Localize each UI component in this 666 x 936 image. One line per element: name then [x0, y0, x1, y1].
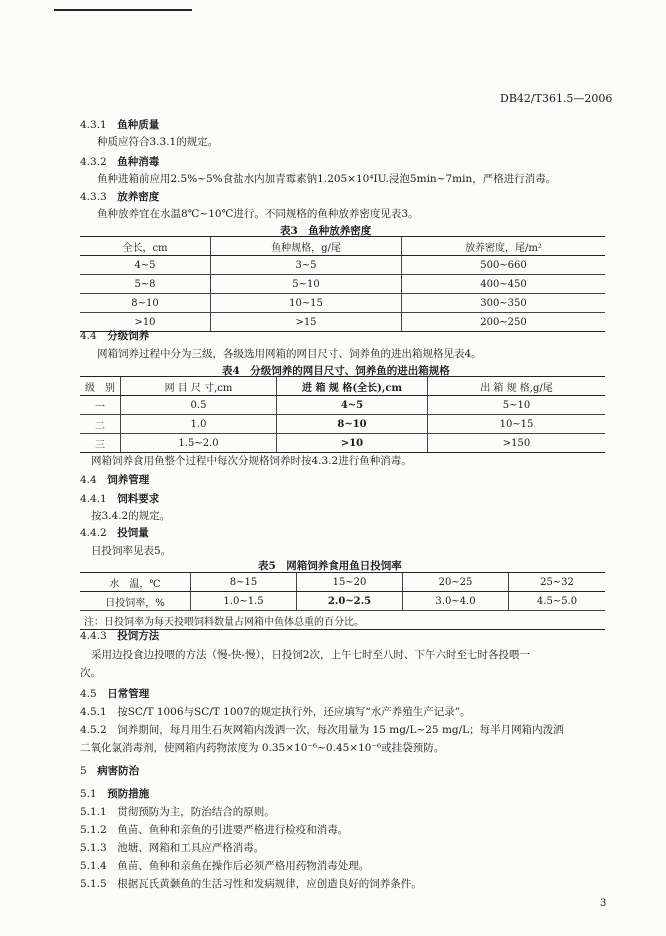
para-4-4: 网箱饲养过程中分为三级，各级选用网箱的网目尺寸、饲养鱼的进出箱规格见表4。	[97, 348, 482, 360]
table-row	[80, 396, 605, 415]
table3-cell: >15	[211, 313, 402, 332]
para-4-4-3-line2: 次。	[80, 667, 101, 679]
section-number: 4.5	[80, 688, 97, 700]
table4-cell: 1.0	[121, 415, 277, 434]
table3	[80, 236, 605, 332]
section-title: 病害防治	[97, 765, 140, 777]
clause-text: 根据瓦氏黄颡鱼的生活习性和发病规律，应创造良好的饲养条件。	[117, 878, 422, 890]
table3-cell: 300~350	[402, 294, 606, 313]
section-number: 4.5.1	[80, 706, 107, 718]
table-row	[80, 275, 605, 294]
table5	[80, 572, 605, 630]
table4-cell: 0.5	[121, 396, 277, 415]
table4-header: 级 别	[80, 377, 121, 396]
table-row	[80, 611, 605, 630]
heading-4-4-1	[80, 491, 159, 506]
heading-5	[80, 763, 139, 778]
para-4-3-1: 种质应符合3.3.1的规定。	[97, 136, 219, 148]
section-number: 4.4	[80, 330, 97, 342]
table4-cell: 一	[80, 396, 121, 415]
section-title: 投饲方法	[117, 630, 160, 642]
section-title: 鱼种消毒	[117, 156, 160, 168]
table4-header: 出 箱 规 格,g/尾	[428, 377, 606, 396]
section-title: 预防措施	[107, 788, 150, 800]
para-4-3-3: 鱼种放养宜在水温8℃~10℃进行。不同规格的鱼种放养密度见表3。	[97, 208, 419, 220]
heading-5-1	[80, 786, 149, 801]
table-row	[80, 313, 605, 332]
section-number: 5.1.2	[80, 824, 107, 836]
heading-4-3-2	[80, 154, 159, 169]
clause-text: 按SC/T 1006与SC/T 1007的规定执行外，还应填写“水产养殖生产记录”。	[117, 706, 471, 718]
clause-text: 池塘、网箱和工具应严格消毒。	[117, 842, 265, 854]
list-item	[80, 804, 275, 819]
list-item	[80, 876, 422, 891]
table4	[80, 376, 605, 453]
section-number: 4.4.1	[80, 493, 107, 505]
section-title: 饲养管理	[107, 474, 150, 486]
header-rule	[54, 9, 192, 11]
table5-cell: 8~15	[191, 573, 297, 592]
para-4-4-3-line1: 采用边投食边投喂的方法（慢-快-慢），日投饲2次，上午七时至八时、下午六时至七时各投喂一	[91, 649, 531, 661]
table5-row-label: 水 温，℃	[80, 573, 191, 592]
table4-cell: 1.5~2.0	[121, 434, 277, 453]
heading-4-4-feeding	[80, 472, 149, 487]
table4-cell: 10~15	[428, 415, 606, 434]
section-number: 4.4	[80, 474, 97, 486]
table-row	[80, 256, 605, 275]
table-row	[80, 294, 605, 313]
table4-cell: 8~10	[277, 415, 428, 434]
table3-cell: 3~5	[211, 256, 402, 275]
table3-cell: 4~5	[80, 256, 211, 275]
table3-cell: 5~8	[80, 275, 211, 294]
table3-cell: 5~10	[211, 275, 402, 294]
heading-4-3-3	[80, 189, 159, 204]
section-number: 4.4.2	[80, 527, 107, 539]
section-title: 饲料要求	[117, 493, 160, 505]
table4-cell: >150	[428, 434, 606, 453]
para-4-4-2: 日投饲率见表5。	[91, 545, 172, 557]
section-title: 放养密度	[117, 191, 160, 203]
table5-cell: 1.0~1.5	[191, 592, 297, 611]
table3-cell: >10	[80, 313, 211, 332]
table3-header: 放养密度，尾/m²	[402, 237, 606, 256]
table5-cell: 2.0~2.5	[297, 592, 403, 611]
heading-4-4-2	[80, 525, 149, 540]
table4-header: 进 箱 规 格(全长),cm	[277, 377, 428, 396]
table3-cell: 8~10	[80, 294, 211, 313]
heading-4-3-1	[80, 117, 159, 132]
table5-cell: 25~32	[509, 573, 606, 592]
section-number: 5.1.3	[80, 842, 107, 854]
list-item	[80, 822, 348, 837]
page-number: 3	[600, 898, 607, 909]
heading-4-5	[80, 686, 149, 701]
para-4-5-1	[80, 704, 471, 719]
table5-caption: 表5 网箱饲养食用鱼日投饲率	[258, 560, 402, 572]
table3-cell: 500~660	[402, 256, 606, 275]
section-title: 日常管理	[107, 688, 150, 700]
section-number: 5.1.5	[80, 878, 107, 890]
standard-code: DB42/T361.5—2006	[500, 92, 613, 105]
table-row	[80, 415, 605, 434]
table4-cell: 三	[80, 434, 121, 453]
section-number: 4.3.1	[80, 119, 107, 131]
table-row	[80, 434, 605, 453]
table5-cell: 15~20	[297, 573, 403, 592]
table4-cell: >10	[277, 434, 428, 453]
table4-caption: 表4 分级饲养的网目尺寸、饲养鱼的进出箱规格	[222, 365, 450, 377]
section-number: 5.1.4	[80, 860, 107, 872]
table3-caption: 表3 鱼种放养密度	[280, 225, 372, 237]
table5-note: 注：日投饲率为每天投喂饲料数量占网箱中鱼体总重的百分比。	[80, 611, 605, 630]
para-4-4-1: 按3.4.2的规定。	[91, 510, 171, 522]
table4-cell: 4~5	[277, 396, 428, 415]
clause-text: 饲养期间，每月用生石灰网箱内泼洒一次，每次用量为 15 mg/L~25 mg/L；每半月网箱内泼洒	[117, 724, 564, 736]
section-title: 鱼种质量	[117, 119, 160, 131]
para-4-3-2: 鱼种进箱前应用2.5%~5%食盐水内加青霉素钠1.205×10⁴IU.浸泡5min~7min，严格进行消毒。	[97, 173, 557, 185]
list-item	[80, 840, 264, 855]
table3-cell: 10~15	[211, 294, 402, 313]
clause-text: 鱼苗、鱼种和亲鱼的引进要严格进行检疫和消毒。	[117, 824, 349, 836]
table3-cell: 400~450	[402, 275, 606, 294]
table4-cell: 二	[80, 415, 121, 434]
para-4-5-2-line1	[80, 722, 564, 737]
table5-row-label: 日投饲率，%	[80, 592, 191, 611]
section-number: 4.4.3	[80, 630, 107, 642]
table-row	[80, 592, 605, 611]
heading-4-4	[80, 328, 149, 343]
para-4-5-2-line2: 二氧化氯消毒剂，使网箱内药物浓度为 0.35×10⁻⁶~0.45×10⁻⁶或挂袋预防。	[80, 742, 445, 754]
section-number: 5	[80, 765, 87, 777]
table4-cell: 5~10	[428, 396, 606, 415]
clause-text: 鱼苗、鱼种和亲鱼在操作后必须严格用药物消毒处理。	[117, 860, 370, 872]
table4-header: 网 目 尺 寸,cm	[121, 377, 277, 396]
table5-cell: 3.0~4.0	[403, 592, 509, 611]
section-number: 4.5.2	[80, 724, 107, 736]
section-title: 分级饲养	[107, 330, 150, 342]
table3-header: 全长，cm	[80, 237, 211, 256]
clause-text: 贯彻预防为主，防治结合的原则。	[117, 806, 275, 818]
table3-header: 鱼种规格，g/尾	[211, 237, 402, 256]
section-number: 4.3.2	[80, 156, 107, 168]
section-title: 投饲量	[117, 527, 149, 539]
list-item	[80, 858, 369, 873]
section-number: 5.1.1	[80, 806, 107, 818]
table5-cell: 4.5~5.0	[509, 592, 606, 611]
para-table4-after: 网箱饲养食用鱼整个过程中每次分规格饲养时按4.3.2进行鱼种消毒。	[91, 455, 412, 467]
section-number: 5.1	[80, 788, 97, 800]
table3-cell: 200~250	[402, 313, 606, 332]
heading-4-4-3	[80, 628, 159, 643]
table5-cell: 20~25	[403, 573, 509, 592]
section-number: 4.3.3	[80, 191, 107, 203]
